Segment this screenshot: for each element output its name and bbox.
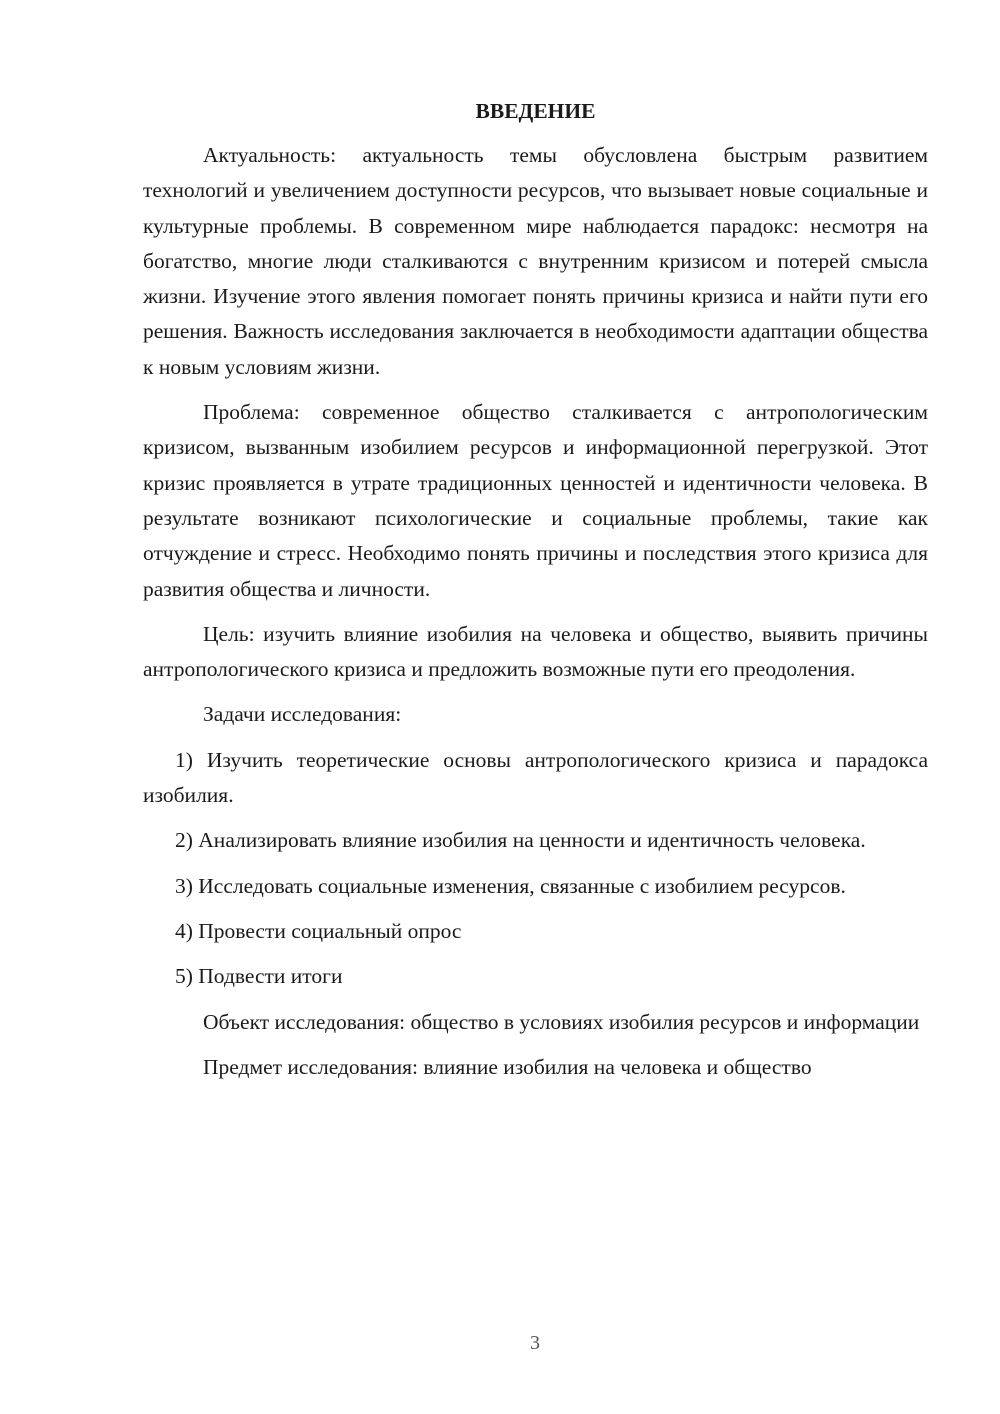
problem-paragraph: Проблема: современное общество сталкивается с антропологическим кризисом, вызванным изобилием ресурсов и информационной перегрузкой. Этот кризис проявляется в утрате традиционных ценностей и идентичности человека. В результате возникают психологические и социальные проблемы, такие как отчуждение и стресс. Необходимо понять причины и последствия этого кризиса для развития общества и личности.: [143, 400, 928, 601]
task-item-4: 4) Провести социальный опрос: [175, 918, 462, 943]
relevance-paragraph: Актуальность: актуальность темы обусловлена быстрым развитием технологий и увеличением доступности ресурсов, что вызывает новые социальные и культурные проблемы. В современном мире наблюдается парадокс: несмотря на богатство, многие люди сталкиваются с внутренним кризисом и потерей смысла жизни. Изучение этого явления помогает понять причины кризиса и найти пути его решения. Важность исследования заключается в необходимости адаптации общества к новым условиям жизни.: [143, 143, 928, 379]
tasks-heading: Задачи исследования:: [203, 702, 402, 727]
page-title: ВВЕДЕНИЕ: [475, 99, 596, 123]
subject-paragraph: Предмет исследования: влияние изобилия на человека и общество: [203, 1054, 812, 1079]
task-item-5: 5) Подвести итоги: [175, 964, 343, 989]
object-paragraph: Объект исследования: общество в условиях изобилия ресурсов и информации: [203, 1009, 920, 1034]
task-item-2: 2) Анализировать влияние изобилия на ценности и идентичность человека.: [175, 828, 866, 853]
page-number: 3: [530, 1332, 540, 1354]
task-item-3: 3) Исследовать социальные изменения, связанные с изобилием ресурсов.: [175, 873, 846, 898]
task-item-1: 1) Изучить теоретические основы антропологического кризиса и парадокса изобилия.: [143, 747, 928, 808]
goal-paragraph: Цель: изучить влияние изобилия на человека и общество, выявить причины антропологического кризиса и предложить возможные пути его преодоления.: [143, 621, 928, 682]
document-page: [143, 96, 928, 1095]
